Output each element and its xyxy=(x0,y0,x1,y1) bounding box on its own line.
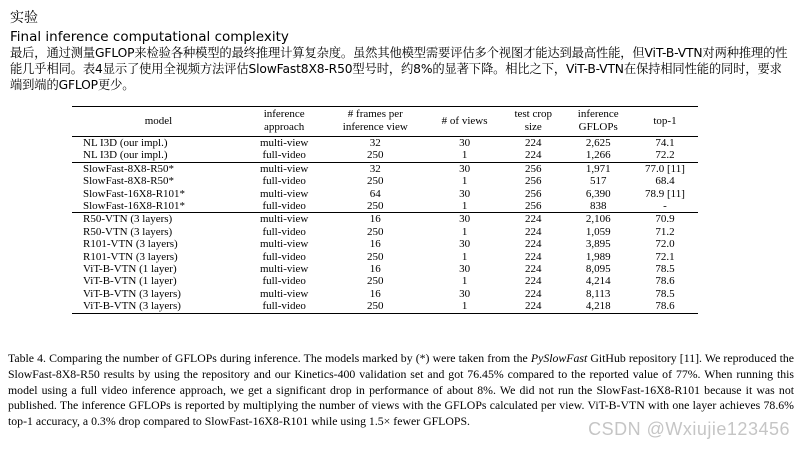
table-row xyxy=(72,263,698,275)
column-header-line1: inference xyxy=(577,108,619,120)
table-cell: ViT-B-VTN (1 layer) xyxy=(83,275,177,288)
table-cell: 1,971 xyxy=(585,162,611,175)
column-header xyxy=(323,107,427,137)
column-header-line1: top-1 xyxy=(653,114,677,127)
table-row xyxy=(72,149,698,162)
table-cell: 78.9 [11] xyxy=(645,187,685,200)
table-cell: - xyxy=(663,200,667,213)
intro-paragraph: 最后，通过测量GFLOP来检验各种模型的最终推理计算复杂度。虽然其他模型需要评估多个视图才能达到最高性能，但ViT-B-VTN对两种推理的性能几乎相同。表4显示了使用全视频方法评估SlowFast8X8-R50型号时，约8%的显著下降。相比之下，ViT-B-VTN在保持相同性能的同时，要求端到端的GFLOP更少。 xyxy=(10,46,788,92)
table-cell: 30 xyxy=(459,287,471,300)
table-cell: 30 xyxy=(459,213,471,226)
table-cell: full-video xyxy=(262,175,306,188)
table-cell: 3,895 xyxy=(585,238,611,251)
table-cell: 250 xyxy=(367,275,384,288)
table-cell: 256 xyxy=(525,200,542,213)
table-cell: ViT-B-VTN (3 layers) xyxy=(83,287,181,300)
table-cell: 1 xyxy=(461,175,468,188)
row-group xyxy=(72,213,698,313)
table-row xyxy=(72,175,698,187)
table-cell: 1,266 xyxy=(585,149,611,162)
column-header-line2: size xyxy=(524,121,542,133)
table-cell: 224 xyxy=(525,149,542,162)
table-cell: multi-view xyxy=(260,238,309,251)
table-cell: R101-VTN (3 layers) xyxy=(83,250,178,263)
table-cell: 16 xyxy=(369,238,381,251)
table-cell: R50-VTN (3 layers) xyxy=(83,225,173,238)
table-cell: 4,214 xyxy=(585,275,611,288)
table-cell: full-video xyxy=(262,225,306,238)
column-header-line2: approach xyxy=(263,121,305,133)
table-cell: multi-view xyxy=(260,187,309,200)
table-cell: multi-view xyxy=(260,287,309,300)
row-group xyxy=(72,162,698,213)
table-row xyxy=(72,226,698,238)
table-cell: 71.2 xyxy=(655,225,675,238)
column-header xyxy=(427,107,502,137)
table-cell: 64 xyxy=(369,187,381,200)
column-header-line1: model xyxy=(144,114,173,127)
table-cell: full-video xyxy=(262,200,306,213)
table-cell: 224 xyxy=(525,238,542,251)
table-row xyxy=(72,275,698,287)
table-cell: 70.9 xyxy=(655,213,675,226)
table-cell: 256 xyxy=(525,175,542,188)
table-row xyxy=(72,200,698,213)
table-cell: 2,106 xyxy=(585,213,611,226)
table-cell: 16 xyxy=(369,213,381,226)
table-cell: 224 xyxy=(525,225,542,238)
table-cell: 30 xyxy=(459,187,471,200)
table-cell: NL I3D (our impl.) xyxy=(83,137,168,149)
section-subheading: Final inference computational complexity xyxy=(10,29,289,45)
table-cell: 1 xyxy=(461,300,468,313)
table-cell: 6,390 xyxy=(585,187,611,200)
table-cell: 1,059 xyxy=(585,225,611,238)
caption-text-1: Table 4. Comparing the number of GFLOPs during inference. The models marked by (*) were taken from the xyxy=(8,351,531,365)
table-row xyxy=(72,162,698,175)
table-cell: 250 xyxy=(367,175,384,188)
table-cell: R50-VTN (3 layers) xyxy=(83,213,173,226)
column-header xyxy=(502,107,564,137)
table-cell: R101-VTN (3 layers) xyxy=(83,238,178,251)
table-cell: multi-view xyxy=(260,162,309,175)
table-cell: 32 xyxy=(369,137,381,149)
column-header xyxy=(72,107,245,137)
table-cell: 838 xyxy=(589,200,607,213)
table-cell: 72.1 xyxy=(655,250,675,263)
header-row xyxy=(72,107,698,137)
table-cell: 250 xyxy=(367,149,384,162)
table-cell: 224 xyxy=(525,275,542,288)
table-cell: SlowFast-8X8-R50* xyxy=(83,162,175,175)
table-row xyxy=(72,213,698,226)
table-cell: 1,989 xyxy=(585,250,611,263)
table-cell: 250 xyxy=(367,300,384,313)
table-cell: 256 xyxy=(525,187,542,200)
table-cell: 4,218 xyxy=(585,300,611,313)
table-cell: 250 xyxy=(367,225,384,238)
column-header-line1: # of views xyxy=(441,114,488,127)
watermark: CSDN @Wxiujie123456 xyxy=(588,419,790,439)
table-row xyxy=(72,188,698,200)
table-cell: 30 xyxy=(459,238,471,251)
table-cell: 1 xyxy=(461,200,468,213)
table-cell: 224 xyxy=(525,300,542,313)
table-cell: 1 xyxy=(461,275,468,288)
table-cell: ViT-B-VTN (1 layer) xyxy=(83,263,177,276)
gflops-table-container xyxy=(72,106,698,314)
caption-italic-repo: PySlowFast xyxy=(530,351,588,365)
caption-text-2: GitHub repository [11]. We reproduced the SlowFast-8X8-R50 results by using the repository and our Kinetics-400 validation set and got 76.45% compared to the reported value of 77%. When running this model using a full video inference approach, we get a significant drop in performance of about 8%. We did not run the SlowFast-16X8-R101 because it was not published. The inference GFLOPs is reported by multiplying the number of views with the GFLOPs calculated per view. ViT-B-VTN with one layer achieves 78.6% top-1 accuracy, a 0.3% drop compared to SlowFast-16X8-R101 while using 1.5× fewer GFLOPS. xyxy=(8,351,795,429)
row-group xyxy=(72,137,698,163)
column-header xyxy=(564,107,631,137)
table-row xyxy=(72,238,698,250)
section-heading: 实验 xyxy=(10,10,38,26)
table-cell: full-video xyxy=(262,250,306,263)
table-cell: 1 xyxy=(461,250,468,263)
table-cell: full-video xyxy=(262,275,306,288)
table-cell: multi-view xyxy=(260,213,309,226)
table-cell: ViT-B-VTN (3 layers) xyxy=(83,300,181,313)
table-cell: 72.0 xyxy=(655,238,675,251)
table-cell: 8,113 xyxy=(586,287,611,300)
column-header-line2: GFLOPs xyxy=(578,121,618,133)
table-cell: 517 xyxy=(589,175,607,188)
table-cell: 72.2 xyxy=(655,149,675,162)
table-row xyxy=(72,300,698,313)
table-cell: 30 xyxy=(459,263,471,276)
column-header xyxy=(245,107,324,137)
table-cell: 30 xyxy=(459,137,471,149)
table-cell: 250 xyxy=(367,250,384,263)
table-header xyxy=(72,107,698,137)
table-cell: 78.5 xyxy=(655,287,675,300)
table-cell: 16 xyxy=(369,263,381,276)
table-cell: 77.0 [11] xyxy=(645,162,685,175)
table-cell: 16 xyxy=(369,287,381,300)
table-cell: 2,625 xyxy=(585,137,611,149)
table-cell: 250 xyxy=(367,200,384,213)
column-header-line2: inference view xyxy=(342,121,408,133)
table-cell: SlowFast-8X8-R50* xyxy=(83,175,175,188)
table-cell: 68.4 xyxy=(655,175,675,188)
table-cell: NL I3D (our impl.) xyxy=(83,149,168,162)
table-cell: 1 xyxy=(461,149,468,162)
table-cell: multi-view xyxy=(260,263,309,276)
table-cell: 30 xyxy=(459,162,471,175)
table-cell: 78.6 xyxy=(655,275,675,288)
table-cell: SlowFast-16X8-R101* xyxy=(83,187,186,200)
table-cell: 224 xyxy=(525,137,542,149)
table-cell: 224 xyxy=(525,250,542,263)
column-header-line1: inference xyxy=(263,108,305,120)
gflops-table xyxy=(72,106,698,314)
table-cell: 1 xyxy=(461,225,468,238)
table-cell: 224 xyxy=(525,263,542,276)
column-header xyxy=(632,107,698,137)
table-cell: full-video xyxy=(262,300,306,313)
table-cell: 78.5 xyxy=(655,263,675,276)
table-cell: 78.6 xyxy=(655,300,675,313)
table-cell: 8,095 xyxy=(585,263,611,276)
table-cell: 224 xyxy=(525,213,542,226)
table-row xyxy=(72,251,698,263)
column-header-line1: test crop xyxy=(514,108,553,120)
table-cell: 32 xyxy=(369,162,381,175)
table-cell: full-video xyxy=(262,149,306,162)
table-row xyxy=(72,288,698,300)
table-cell: 74.1 xyxy=(655,137,675,149)
column-header-line1: # frames per xyxy=(347,108,403,120)
table-cell: 224 xyxy=(525,287,542,300)
table-row xyxy=(72,137,698,150)
table-cell: SlowFast-16X8-R101* xyxy=(83,200,186,213)
table-cell: 256 xyxy=(525,162,542,175)
table-cell: multi-view xyxy=(260,137,309,149)
